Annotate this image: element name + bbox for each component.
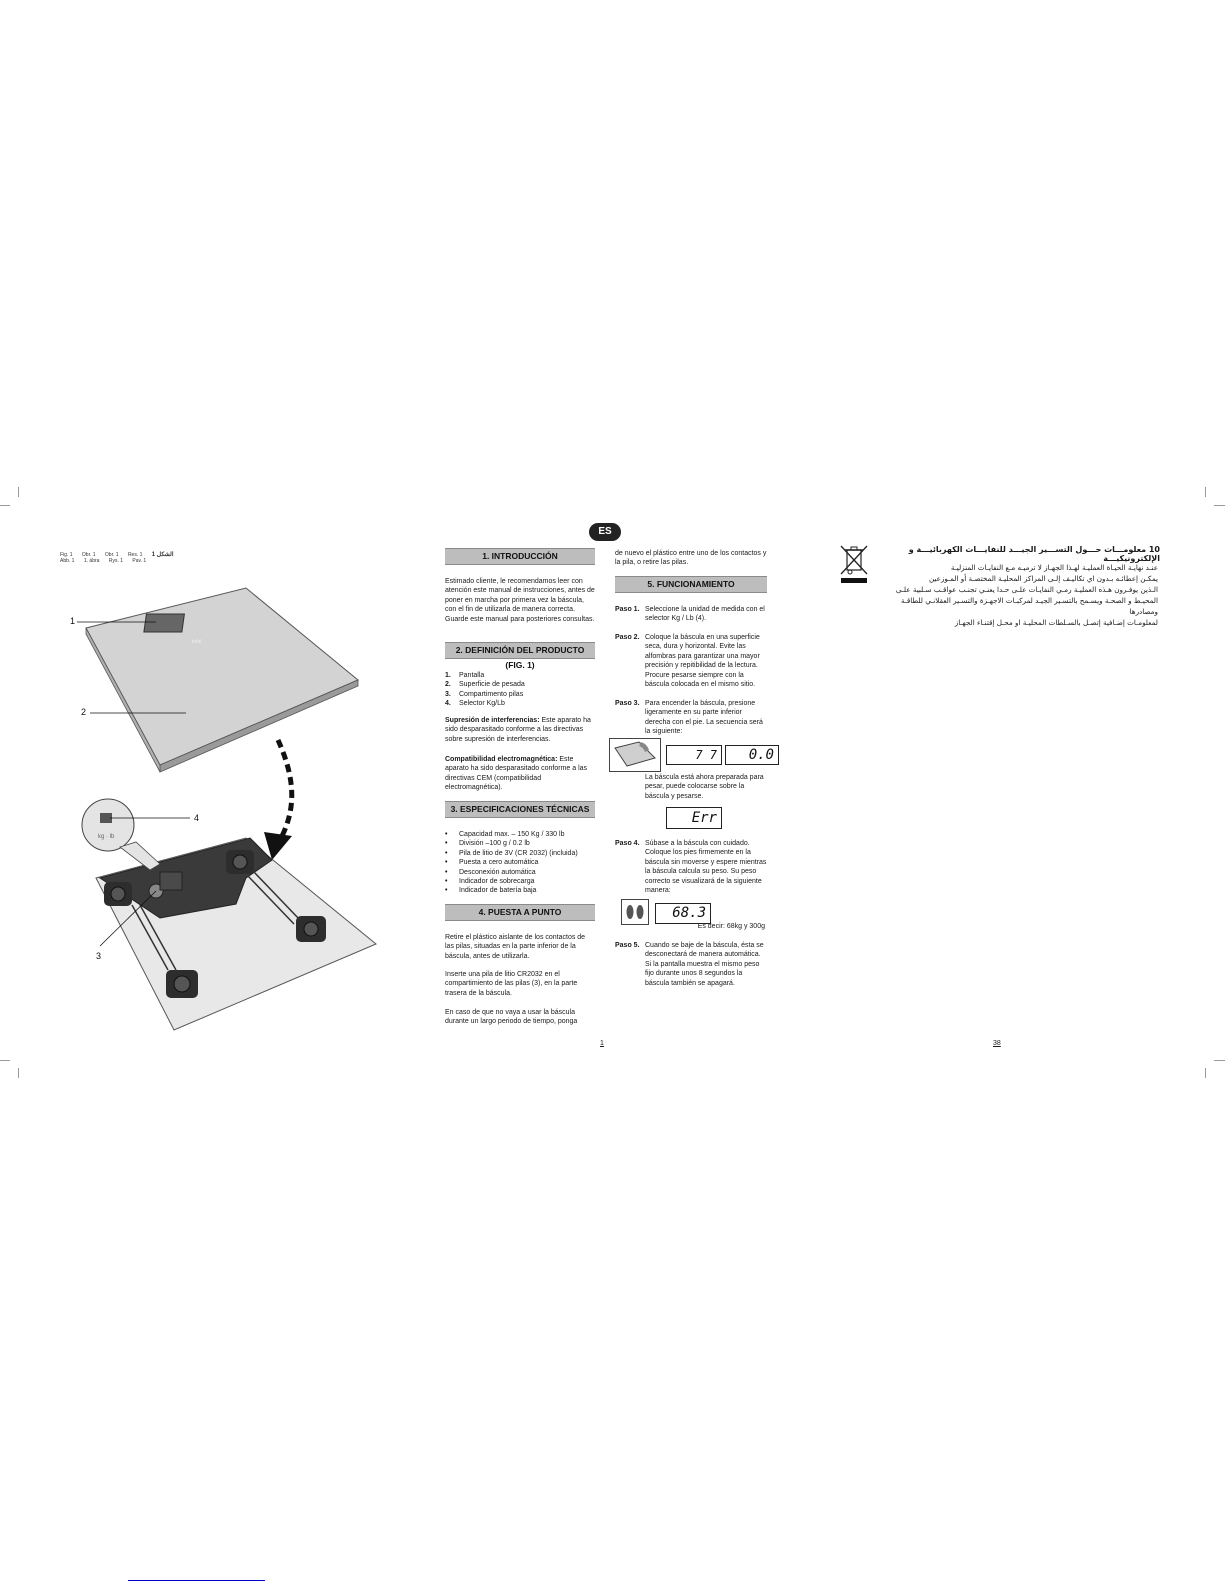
svg-text:kg · lb: kg · lb: [98, 834, 115, 840]
step-label: Paso 1.: [615, 606, 640, 613]
supresion-label: Supresión de interferencias:: [445, 717, 540, 724]
list-item: 4. Selector Kg/Lb: [445, 700, 505, 708]
list-item: 2. Superficie de pesada: [445, 681, 525, 689]
zoom-circle: [82, 799, 134, 851]
fig-label: Fig. 1: [60, 552, 73, 558]
fig-label: Res. 1: [127, 552, 143, 558]
puesta-paragraph-3: En caso de que no vaya a usar la báscula durante un largo periodo de tiempo, ponga: [445, 1009, 578, 1026]
scale-display: [144, 614, 185, 632]
step-text: Cuando se baje de la báscula, ésta se desconectará de manera automática. Si la pantalla muestra el mismo peso fijo durante unos 8 segundos la báscula también se apagará.: [645, 942, 764, 987]
arabic-section-title: 10 معلومـــات حـــول التســـير الجيـــد للنفايـــات الكهربائيـــة و الإلكترونيكيـــة: [908, 545, 1160, 563]
arabic-line: لمعلومـات إضـافية إتصـل بالسـلطات المحليـة او محـل إقتنـاء الجهـاز: [954, 618, 1158, 627]
section-title-especificaciones: 3. ESPECIFICACIONES TÉCNICAS: [445, 801, 595, 818]
page-number: 38: [993, 1040, 1001, 1047]
arabic-line: يمكـن إعطائـه بـدون اي تكاليـف إلـى المراكز المحليـة المختصـة أو المـوزعين: [928, 574, 1158, 583]
callout-number: 2: [81, 707, 87, 717]
crop-mark: [18, 1068, 19, 1078]
list-item: • Capacidad max. – 150 Kg / 330 lb: [445, 831, 565, 838]
section-title-funcionamiento: 5. FUNCIONAMIENTO: [615, 576, 767, 593]
fig-label: Obr. 1: [104, 552, 119, 558]
crop-mark: [18, 487, 19, 497]
crop-mark: [1205, 1068, 1206, 1078]
supresion-paragraph: [445, 716, 595, 744]
step-text: Para encender la báscula, presione ligeramente en su parte inferior derecha con el pie. La secuencia será la siguiente:: [645, 700, 763, 736]
step-5: [615, 941, 767, 987]
list-item: • Indicador de batería baja: [445, 887, 537, 895]
section-title-definicion: 2. DEFINICIÓN DEL PRODUCTO (FIG. 1): [445, 642, 595, 659]
step-text: Seleccione la unidad de medida con el selector Kg / Lb (4).: [645, 606, 765, 623]
lcd-display-segments: 7 7: [666, 745, 722, 765]
specs-list: [445, 830, 595, 896]
step-label: Paso 4.: [615, 840, 640, 847]
callout-number: 3: [96, 951, 102, 961]
arabic-line: الـذين يوفـرون هـذه العمليـة رمـي النفايـات علـى حـدا يعنـي تجنـب عواقـب سـلبية علـى: [895, 585, 1158, 594]
page-number: 1: [600, 1040, 604, 1047]
list-item: 3. Compartimento pilas: [445, 690, 524, 698]
compat-paragraph: [445, 755, 595, 793]
step-3: [615, 699, 767, 739]
step-label: Paso 3.: [615, 700, 640, 707]
fig-label: Obr. 1: [81, 552, 96, 558]
list-item: • Indicador de sobrecarga: [445, 878, 535, 886]
fig-label: Abb. 1: [60, 558, 75, 564]
compat-label: Compatibilidad electromagnética:: [445, 756, 558, 763]
callout-number: 1: [70, 616, 76, 626]
step-label: Paso 2.: [615, 634, 640, 641]
foot-press-icon: [609, 738, 661, 772]
list-item: • Desconexión automática: [445, 868, 536, 876]
compat-text: Este aparato ha sido desparasitado conforme a las directivas CEM (compatibilidad electromagnética).: [445, 756, 588, 792]
list-item: • División –100 g / 0.2 lb: [445, 840, 530, 848]
section-title-introduccion: 1. INTRODUCCIÓN: [445, 548, 595, 565]
scale-illustration: [60, 560, 380, 1040]
lcd-display-zero: 0.0: [725, 745, 779, 765]
product-parts-list: [445, 671, 595, 709]
continuation-text: de nuevo el plástico entre uno de los contactos y la pila, o retire las pilas.: [615, 550, 767, 567]
link-underline: [128, 1580, 265, 1581]
step-text: Coloque la báscula en una superficie seca, dura y horizontal. Evite las alfombras para garantizar una mayor precisión y repitibilidad de la lectura. Procure pesarse siempre con la báscula colocada en el mismo sitio.: [645, 634, 760, 689]
step-4: [615, 839, 767, 895]
svg-text:tefal: tefal: [192, 639, 202, 645]
intro-text: Estimado cliente, le recomendamos leer con atención este manual de instrucciones, antes de poner en marcha por primera vez la báscula, con el fin de utilizarla de manera correcta. Guarde este manual para posteriores consultas.: [445, 578, 595, 623]
puesta-paragraph-1: Retire el plástico aislante de los contactos de las pilas, situadas en la parte inferior de la báscula, antes de utilizarla.: [445, 934, 586, 960]
language-badge: ES: [589, 523, 621, 541]
crop-mark: [1214, 505, 1225, 506]
puesta-paragraph-2: Inserte una pila de litio CR2032 en el compartimiento de las pilas (3), en la parte trasera de la báscula.: [445, 971, 578, 997]
step-2: [615, 633, 767, 689]
lcd-display-weight: 68.3: [655, 903, 711, 924]
step-1: [615, 605, 767, 625]
crop-mark: [1205, 487, 1206, 497]
fig-label: Rys. 1: [108, 558, 123, 564]
crop-mark: [0, 505, 10, 506]
fig-label: 1 الشكل: [151, 552, 174, 558]
list-item: • Puesta a cero automática: [445, 859, 539, 867]
crop-mark: [0, 1060, 10, 1061]
fig-label: 1. ábra: [83, 558, 100, 564]
arabic-line: المحيـط و الصحـة ويسـمح بالتسـير الجيـد لمركبـات الاجهـزة والتسـير العقلانـي للطاقـة: [900, 596, 1158, 605]
list-item: 1. Pantalla: [445, 672, 485, 679]
dashed-arrow: [278, 740, 292, 840]
section-title-puesta-a-punto: 4. PUESTA A PUNTO: [445, 904, 595, 921]
arabic-line: عنـد نهايـة الحيـاة العمليـة لهـذا الجهـاز لا ترميـه مـع النفايـات المنزليـة: [950, 563, 1158, 572]
step-text: Súbase a la báscula con cuidado. Coloque los pies firmemente en la báscula sin moverse y espere mientras la báscula calcula su peso. Su peso correcto se visualizará de la siguiente manera:: [645, 840, 767, 895]
es-decir-text: Es decir: 68kg y 300g: [697, 923, 765, 930]
step-label: Paso 5.: [615, 942, 640, 949]
lcd-display-error: Err: [666, 807, 722, 829]
arabic-line: ومصادرها: [1129, 607, 1158, 616]
ready-text: La báscula está ahora preparada para pesar, puede colocarse sobre la báscula y pesarse.: [645, 774, 764, 800]
supresion-text: Este aparato ha sido desparasitado conforme a las directivas sobre supresión de interferencias.: [445, 717, 591, 743]
crop-mark: [1214, 1060, 1225, 1061]
callout-number: 4: [194, 813, 200, 823]
fig-label: Pav. 1: [132, 558, 147, 564]
list-item: • Pila de litio de 3V (CR 2032) (incluida): [445, 849, 578, 857]
